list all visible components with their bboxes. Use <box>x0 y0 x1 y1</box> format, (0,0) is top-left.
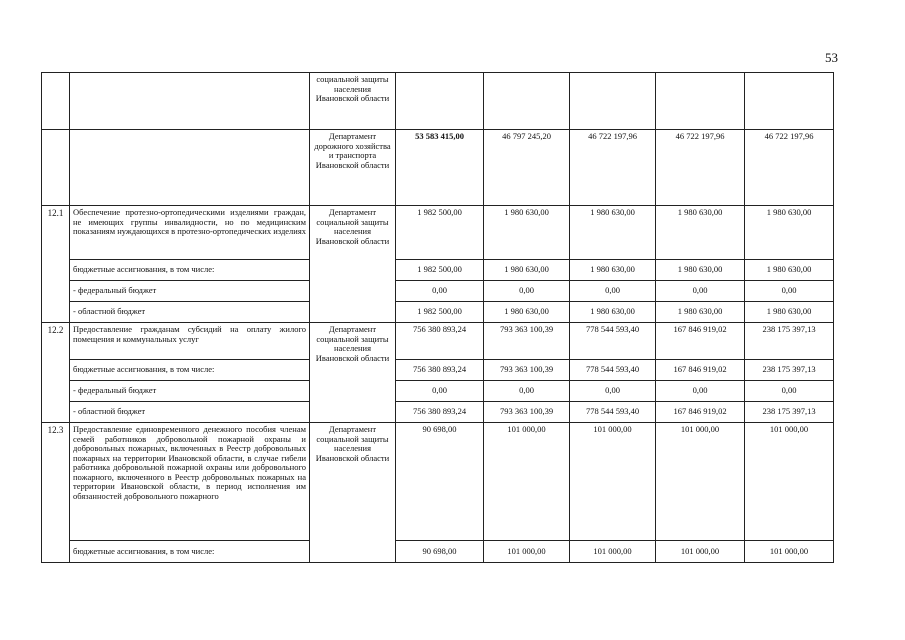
value-cell: 167 846 919,02 <box>656 360 745 381</box>
value-cell: 1 980 630,00 <box>484 260 570 281</box>
subrow-label: - федеральный бюджет <box>70 281 310 302</box>
value-cell: 101 000,00 <box>745 423 834 541</box>
value-cell: 101 000,00 <box>745 541 834 563</box>
subrow-label: - областной бюджет <box>70 402 310 423</box>
value-cell: 46 722 197,96 <box>570 130 656 206</box>
table-row <box>42 130 834 206</box>
value-cell: 0,00 <box>396 281 484 302</box>
value-cell: 101 000,00 <box>570 423 656 541</box>
value-cell: 167 846 919,02 <box>656 402 745 423</box>
value-cell: 1 980 630,00 <box>745 302 834 323</box>
table-row <box>42 423 834 541</box>
value-cell: 1 980 630,00 <box>745 260 834 281</box>
value-cell: 778 544 593,40 <box>570 323 656 360</box>
value-cell: 46 722 197,96 <box>745 130 834 206</box>
value-cell: 0,00 <box>484 281 570 302</box>
value-cell: 793 363 100,39 <box>484 360 570 381</box>
value-cell: 238 175 397,13 <box>745 360 834 381</box>
value-cell <box>484 73 570 130</box>
value-cell: 0,00 <box>745 381 834 402</box>
description-cell <box>70 73 310 130</box>
value-cell: 1 982 500,00 <box>396 206 484 260</box>
value-cell: 1 980 630,00 <box>484 206 570 260</box>
value-cell: 778 544 593,40 <box>570 360 656 381</box>
table-row <box>42 302 834 323</box>
value-cell: 0,00 <box>484 381 570 402</box>
row-number-cell: 12.1 <box>42 206 70 323</box>
value-cell: 101 000,00 <box>656 541 745 563</box>
table-row <box>42 206 834 260</box>
table-row <box>42 541 834 563</box>
value-cell: 756 380 893,24 <box>396 323 484 360</box>
value-cell: 53 583 415,00 <box>396 130 484 206</box>
value-cell: 1 982 500,00 <box>396 260 484 281</box>
value-cell: 1 980 630,00 <box>656 206 745 260</box>
table-row <box>42 381 834 402</box>
value-cell: 1 980 630,00 <box>745 206 834 260</box>
subrow-label: - федеральный бюджет <box>70 381 310 402</box>
row-number-cell: 12.3 <box>42 423 70 563</box>
department-cell: Департамент социальной защиты населения Ивановской области <box>310 423 396 563</box>
value-cell: 0,00 <box>570 381 656 402</box>
budget-table <box>41 72 834 563</box>
value-cell: 1 982 500,00 <box>396 302 484 323</box>
table-row <box>42 402 834 423</box>
value-cell: 46 722 197,96 <box>656 130 745 206</box>
value-cell: 756 380 893,24 <box>396 360 484 381</box>
page-number: 53 <box>825 50 838 65</box>
subrow-label: бюджетные ассигнования, в том числе: <box>70 260 310 281</box>
value-cell: 1 980 630,00 <box>570 206 656 260</box>
table-row <box>42 281 834 302</box>
value-cell: 101 000,00 <box>484 541 570 563</box>
value-cell: 238 175 397,13 <box>745 323 834 360</box>
table-row <box>42 260 834 281</box>
value-cell: 101 000,00 <box>570 541 656 563</box>
subrow-label: - областной бюджет <box>70 302 310 323</box>
description-cell: Предоставление гражданам субсидий на оплату жилого помещения и коммунальных услуг <box>70 323 310 360</box>
table-row <box>42 323 834 360</box>
value-cell: 1 980 630,00 <box>656 302 745 323</box>
value-cell: 1 980 630,00 <box>656 260 745 281</box>
value-cell: 0,00 <box>570 281 656 302</box>
value-cell: 0,00 <box>396 381 484 402</box>
value-cell: 0,00 <box>745 281 834 302</box>
value-cell: 1 980 630,00 <box>570 260 656 281</box>
row-number-cell: 12.2 <box>42 323 70 423</box>
value-cell: 778 544 593,40 <box>570 402 656 423</box>
department-cell: Департамент социальной защиты населения Ивановской области <box>310 206 396 323</box>
value-cell: 238 175 397,13 <box>745 402 834 423</box>
subrow-label: бюджетные ассигнования, в том числе: <box>70 541 310 563</box>
value-cell <box>396 73 484 130</box>
value-cell: 1 980 630,00 <box>484 302 570 323</box>
description-cell: Обеспечение протезно-ортопедическими изделиями граждан, не имеющих группы инвалидности, но по медицинским показаниям нуждающихся в протезно-ортопедических изделиях <box>70 206 310 260</box>
value-cell: 0,00 <box>656 281 745 302</box>
value-cell: 756 380 893,24 <box>396 402 484 423</box>
value-cell: 793 363 100,39 <box>484 323 570 360</box>
description-cell: Предоставление единовременного денежного пособия членам семей работников добровольной пожарной охраны и добровольных пожарных, включенных в Реестр добровольных пожарных на территории Ивановской области, в случае гибели работника добровольной пожарной охраны или добровольного пожарного, включенного в Реестр добровольных пожарных на территории Ивановской области, в период исполнения им обязанностей добровольного пожарного <box>70 423 310 541</box>
value-cell: 0,00 <box>656 381 745 402</box>
value-cell <box>656 73 745 130</box>
value-cell: 101 000,00 <box>656 423 745 541</box>
subrow-label: бюджетные ассигнования, в том числе: <box>70 360 310 381</box>
value-cell: 90 698,00 <box>396 423 484 541</box>
value-cell: 1 980 630,00 <box>570 302 656 323</box>
row-number-cell <box>42 73 70 130</box>
value-cell: 793 363 100,39 <box>484 402 570 423</box>
value-cell: 167 846 919,02 <box>656 323 745 360</box>
value-cell: 90 698,00 <box>396 541 484 563</box>
department-cell: Департамент дорожного хозяйства и транспорта Ивановской области <box>310 130 396 206</box>
value-cell <box>745 73 834 130</box>
value-cell: 101 000,00 <box>484 423 570 541</box>
description-cell <box>70 130 310 206</box>
table-row <box>42 73 834 130</box>
value-cell <box>570 73 656 130</box>
value-cell: 46 797 245,20 <box>484 130 570 206</box>
row-number-cell <box>42 130 70 206</box>
department-cell: Департамент социальной защиты населения Ивановской области <box>310 323 396 423</box>
table-row <box>42 360 834 381</box>
department-cell: социальной защиты населения Ивановской области <box>310 73 396 130</box>
